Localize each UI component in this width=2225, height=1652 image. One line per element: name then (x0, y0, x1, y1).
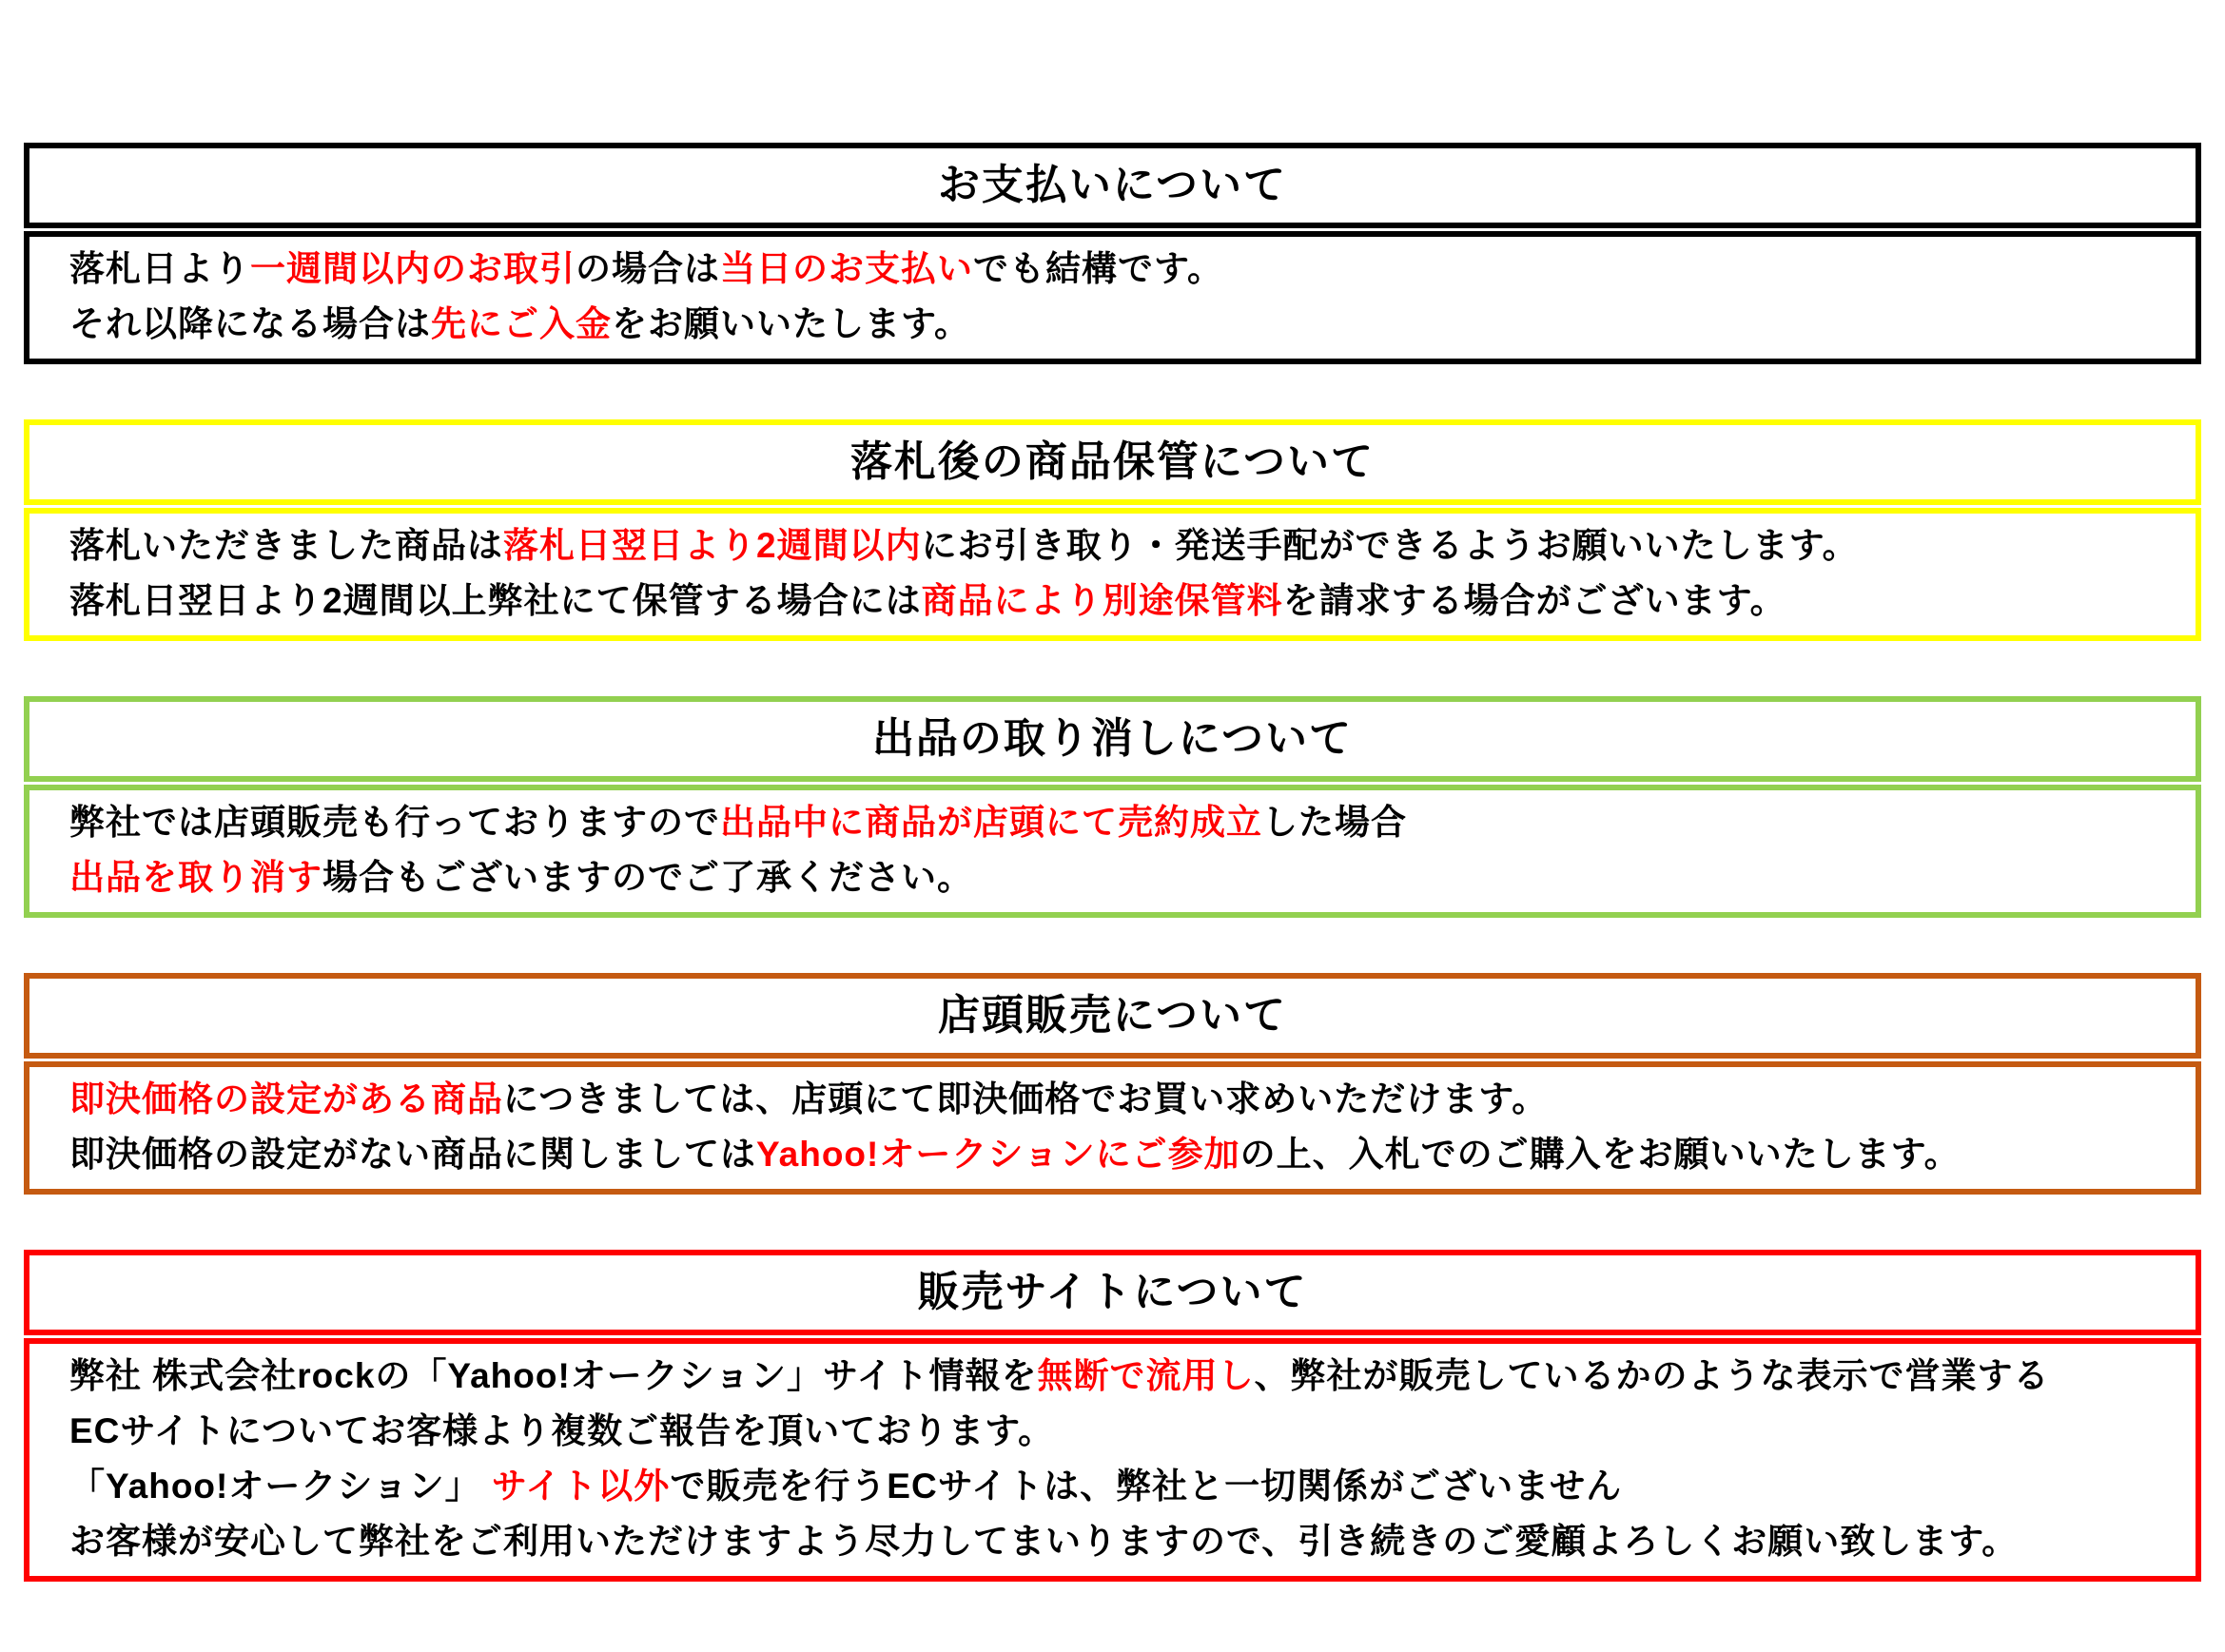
notice-title-text: 店頭販売について (937, 992, 1288, 1039)
notice-line (69, 1404, 2167, 1459)
notice-title (24, 696, 2201, 782)
highlighted-text: 商品により別途保管料 (921, 581, 1283, 620)
notice-box-storage (24, 419, 2201, 641)
notice-box-in-store-sales (24, 973, 2201, 1195)
highlighted-text: 先にご入金 (431, 304, 612, 343)
body-text: で販売を行うECサイトは、弊社と一切関係がございません (670, 1467, 1623, 1506)
notice-title-text: 出品の取り消しについて (871, 715, 1354, 762)
notice-title-text: 落札後の商品保管について (849, 438, 1376, 485)
notice-body (24, 508, 2201, 641)
body-text: それ以降になる場合は (69, 304, 431, 343)
notice-body (24, 231, 2201, 364)
body-text: を請求する場合がございます。 (1282, 581, 1786, 620)
notice-box-payment (24, 143, 2201, 364)
notice-title (24, 143, 2201, 228)
body-text: 、弊社が販売しているかのような表示で営業する (1254, 1356, 2050, 1395)
highlighted-text: 即決価格の設定がある商品 (69, 1079, 503, 1118)
highlighted-text: 当日のお支払い (720, 249, 973, 288)
body-text: 「Yahoo!オークション」 (69, 1467, 492, 1506)
body-text: 弊社 株式会社rockの「Yahoo!オークション」サイト情報を (69, 1356, 1038, 1395)
notice-line (69, 1459, 2167, 1514)
notice-line (69, 1127, 2167, 1182)
highlighted-text: 一週間以内のお取引 (250, 249, 576, 288)
notice-line (69, 850, 2167, 905)
body-text: 弊社では店頭販売も行っておりますので (69, 803, 720, 842)
body-text: の上、入札でのご購入をお願いいたします。 (1239, 1135, 1961, 1174)
notice-line (69, 242, 2167, 297)
notice-title-text: お支払いについて (937, 162, 1288, 208)
notice-line (69, 1072, 2167, 1127)
notice-line (69, 573, 2167, 629)
body-text: の場合は (576, 249, 720, 288)
body-text: ECサイトについてお客様より複数ご報告を頂いております。 (69, 1411, 1055, 1450)
highlighted-text: 無断で流用し (1037, 1356, 1255, 1395)
notice-box-sales-site (24, 1250, 2201, 1582)
body-text: お客様が安心して弊社をご利用いただけますよう尽力してまいりますので、引き続きのご愛顧よろしくお願い致します。 (69, 1522, 2019, 1561)
notice-line (69, 1349, 2167, 1404)
notice-body (24, 1338, 2201, 1582)
notice-line (69, 1514, 2167, 1569)
body-text: にお引き取り・発送手配ができるようお願いいたします。 (921, 526, 1859, 565)
body-text: 落札日翌日より2週間以上弊社にて保管する場合には (69, 581, 922, 620)
notice-line (69, 297, 2167, 352)
highlighted-text: 出品を取り消す (69, 858, 322, 897)
notice-body (24, 785, 2201, 918)
notice-line (69, 795, 2167, 850)
notice-box-cancellation (24, 696, 2201, 918)
body-text: 即決価格の設定がない商品に関しましては (69, 1135, 756, 1174)
body-text: 落札日より (69, 249, 250, 288)
highlighted-text: サイト以外 (491, 1467, 671, 1506)
body-text: でも結構です。 (973, 249, 1224, 288)
notice-line (69, 518, 2167, 573)
notice-title (24, 973, 2201, 1059)
body-text: につきましては、店頭にて即決価格でお買い求めいただけます。 (503, 1079, 1549, 1118)
body-text: 落札いただきました商品は (69, 526, 503, 565)
notice-title-text: 販売サイトについて (917, 1269, 1308, 1315)
highlighted-text: 落札日翌日より2週間以内 (503, 526, 922, 565)
notice-body (24, 1061, 2201, 1195)
body-text: 場合もございますのでご了承ください。 (322, 858, 973, 897)
body-text: をお願いいたします。 (612, 304, 971, 343)
highlighted-text: Yahoo!オークションにご参加 (756, 1135, 1240, 1174)
notice-title (24, 1250, 2201, 1335)
body-text: した場合 (1262, 803, 1407, 842)
highlighted-text: 出品中に商品が店頭にて売約成立 (720, 803, 1262, 842)
notice-title (24, 419, 2201, 505)
